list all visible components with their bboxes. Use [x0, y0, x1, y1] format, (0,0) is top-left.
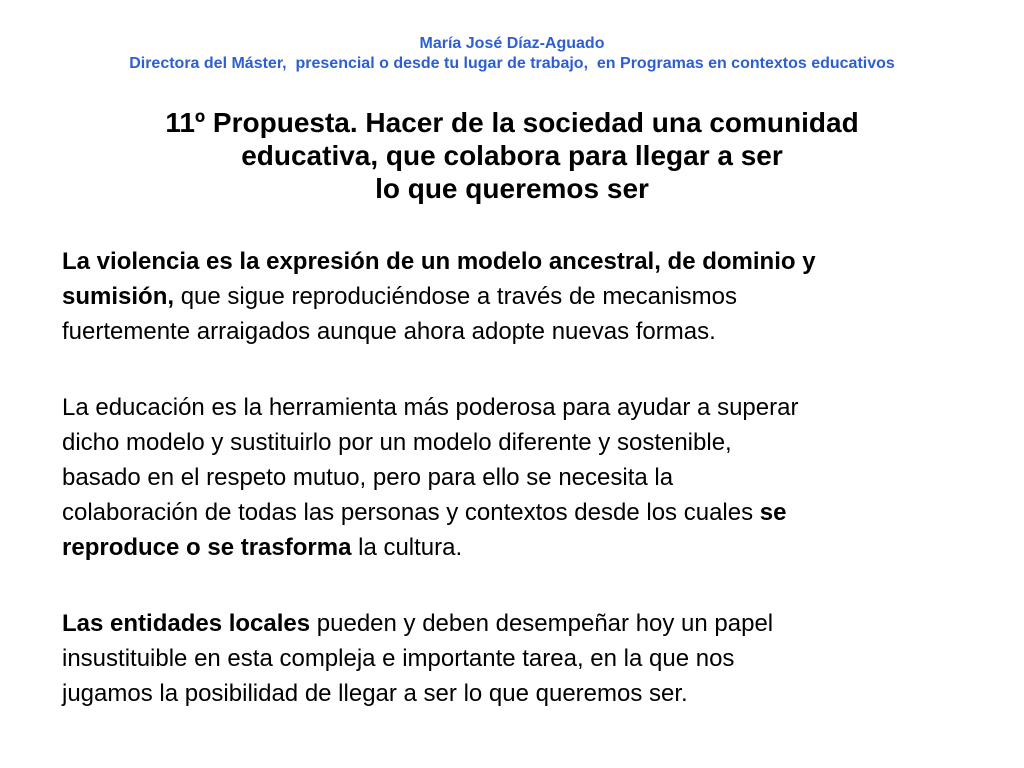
paragraph-line: La educación es la herramienta más poderosa para ayudar a superar — [62, 394, 799, 421]
paragraph-line: insustituible en esta compleja e importante tarea, en la que nos — [62, 645, 735, 672]
paragraph-entidades-locales — [62, 606, 982, 711]
paragraph-line: basado en el respeto mutuo, pero para ello se necesita la — [62, 464, 674, 491]
regular-text: colaboración de todas las personas y contextos desde los cuales — [62, 499, 760, 526]
title-line: lo que queremos ser — [375, 173, 649, 204]
paragraph-line — [62, 606, 982, 641]
paragraph-line — [62, 530, 982, 565]
bold-text: reproduce o se trasforma — [62, 534, 352, 561]
title-line: 11º Propuesta. Hacer de la sociedad una comunidad — [165, 107, 859, 138]
paragraph-line: fuertemente arraigados aunque ahora adopte nuevas formas. — [62, 318, 716, 345]
paragraph-line — [62, 279, 982, 314]
slide-title — [80, 106, 944, 205]
author-name: María José Díaz-Aguado — [419, 35, 605, 52]
paragraph-line: jugamos la posibilidad de llegar a ser lo que queremos ser. — [62, 680, 688, 707]
paragraph-line — [62, 495, 982, 530]
slide-body — [62, 244, 982, 711]
slide-header — [0, 34, 1024, 74]
regular-text: la cultura. — [351, 534, 463, 561]
paragraph-educacion — [62, 390, 982, 565]
regular-text: pueden y deben desempeñar hoy un papel — [310, 610, 774, 637]
paragraph-line: dicho modelo y sustituirlo por un modelo diferente y sostenible, — [62, 429, 732, 456]
regular-text: que sigue reproduciéndose a través de mecanismos — [174, 283, 738, 310]
paragraph-violencia — [62, 244, 982, 349]
title-line: educativa, que colabora para llegar a ser — [241, 140, 783, 171]
bold-text: sumisión, — [62, 283, 175, 310]
paragraph-line: La violencia es la expresión de un modelo ancestral, de dominio y — [62, 248, 816, 275]
author-role: Directora del Máster, presencial o desde tu lugar de trabajo, en Programas en contextos educativos — [129, 55, 895, 72]
bold-text: Las entidades locales — [62, 610, 311, 637]
bold-text: se — [759, 499, 787, 526]
